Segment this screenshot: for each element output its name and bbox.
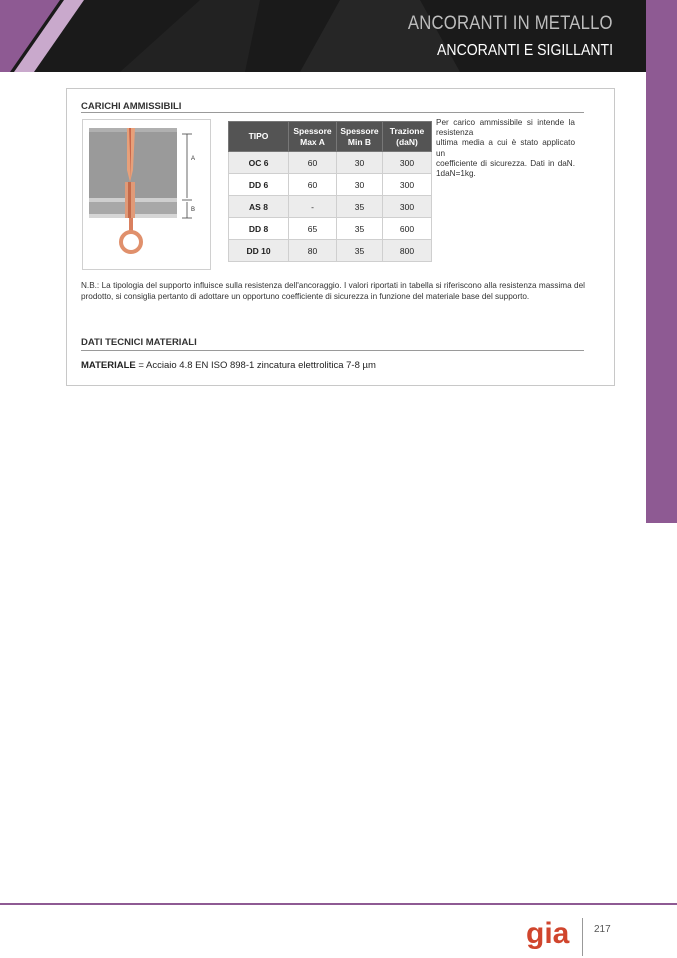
dimension-label-a: A	[191, 156, 196, 162]
table-row	[229, 174, 432, 196]
cell-min-b: 35	[337, 218, 383, 240]
footer-separator	[582, 918, 583, 956]
material-value: = Acciaio 4.8 EN ISO 898-1 zincatura elettrolitica 7-8 µm	[135, 360, 376, 371]
cell-trazione: 300	[383, 152, 432, 174]
logo-mark	[526, 915, 576, 951]
anchor-diagram	[82, 119, 211, 270]
cell-trazione: 300	[383, 174, 432, 196]
table-row	[229, 196, 432, 218]
header-subtitle: ANCORANTI E SIGILLANTI	[436, 42, 613, 59]
side-tab	[646, 0, 677, 523]
cell-trazione: 600	[383, 218, 432, 240]
gia-logo	[526, 915, 576, 956]
cell-min-b: 30	[337, 152, 383, 174]
cell-max-a: -	[289, 196, 337, 218]
table-row	[229, 240, 432, 262]
cell-trazione: 800	[383, 240, 432, 262]
header-spessore-max: Spessore Max A	[289, 122, 337, 152]
header-title: ANCORANTI IN METALLO	[408, 13, 613, 34]
header-tipo: TIPO	[229, 122, 289, 152]
logo-text: gia	[526, 917, 570, 950]
note-line: Per carico ammissibile si intende la resistenza	[436, 118, 575, 138]
section-divider	[81, 350, 584, 351]
cell-tipo: DD 8	[229, 218, 289, 240]
nb-note: N.B.: La tipologia del supporto influisce sulla resistenza dell'ancoraggio. I valori riportati in tabella si riferiscono alla resistenza massima del prodotto, si consiglia pertanto di adottare un opportuno coefficiente di sicurezza in funzione del materiale base del supporto.	[81, 281, 585, 301]
load-definition-note	[436, 118, 575, 179]
material-spec	[81, 360, 376, 371]
anchor-illustration	[83, 120, 210, 269]
content-panel	[66, 88, 615, 386]
cell-max-a: 80	[289, 240, 337, 262]
table-header-row	[229, 122, 432, 152]
material-label: MATERIALE	[81, 360, 136, 371]
table-row	[229, 152, 432, 174]
note-line: coefficiente di sicurezza. Dati in daN. 1daN=1kg.	[436, 158, 575, 179]
cell-min-b: 30	[337, 174, 383, 196]
header-spessore-min: Spessore Min B	[337, 122, 383, 152]
cell-tipo: AS 8	[229, 196, 289, 218]
cell-trazione: 300	[383, 196, 432, 218]
section-title-tech: DATI TECNICI MATERIALI	[81, 337, 197, 348]
section-title-loads: CARICHI AMMISSIBILI	[81, 101, 182, 112]
cell-min-b: 35	[337, 240, 383, 262]
page-header	[0, 0, 677, 72]
page-number: 217	[594, 924, 611, 935]
cell-tipo: OC 6	[229, 152, 289, 174]
cell-max-a: 60	[289, 174, 337, 196]
cell-max-a: 60	[289, 152, 337, 174]
dimension-label-b: B	[191, 207, 196, 213]
section-divider	[81, 112, 584, 113]
footer-divider	[0, 903, 677, 905]
header-trazione: Trazione (daN)	[383, 122, 432, 152]
loads-table	[228, 121, 432, 262]
cell-tipo: DD 10	[229, 240, 289, 262]
cell-tipo: DD 6	[229, 174, 289, 196]
cell-max-a: 65	[289, 218, 337, 240]
note-line: ultima media a cui è stato applicato un	[436, 138, 575, 158]
table-row	[229, 218, 432, 240]
cell-min-b: 35	[337, 196, 383, 218]
header-stripes	[0, 0, 677, 72]
